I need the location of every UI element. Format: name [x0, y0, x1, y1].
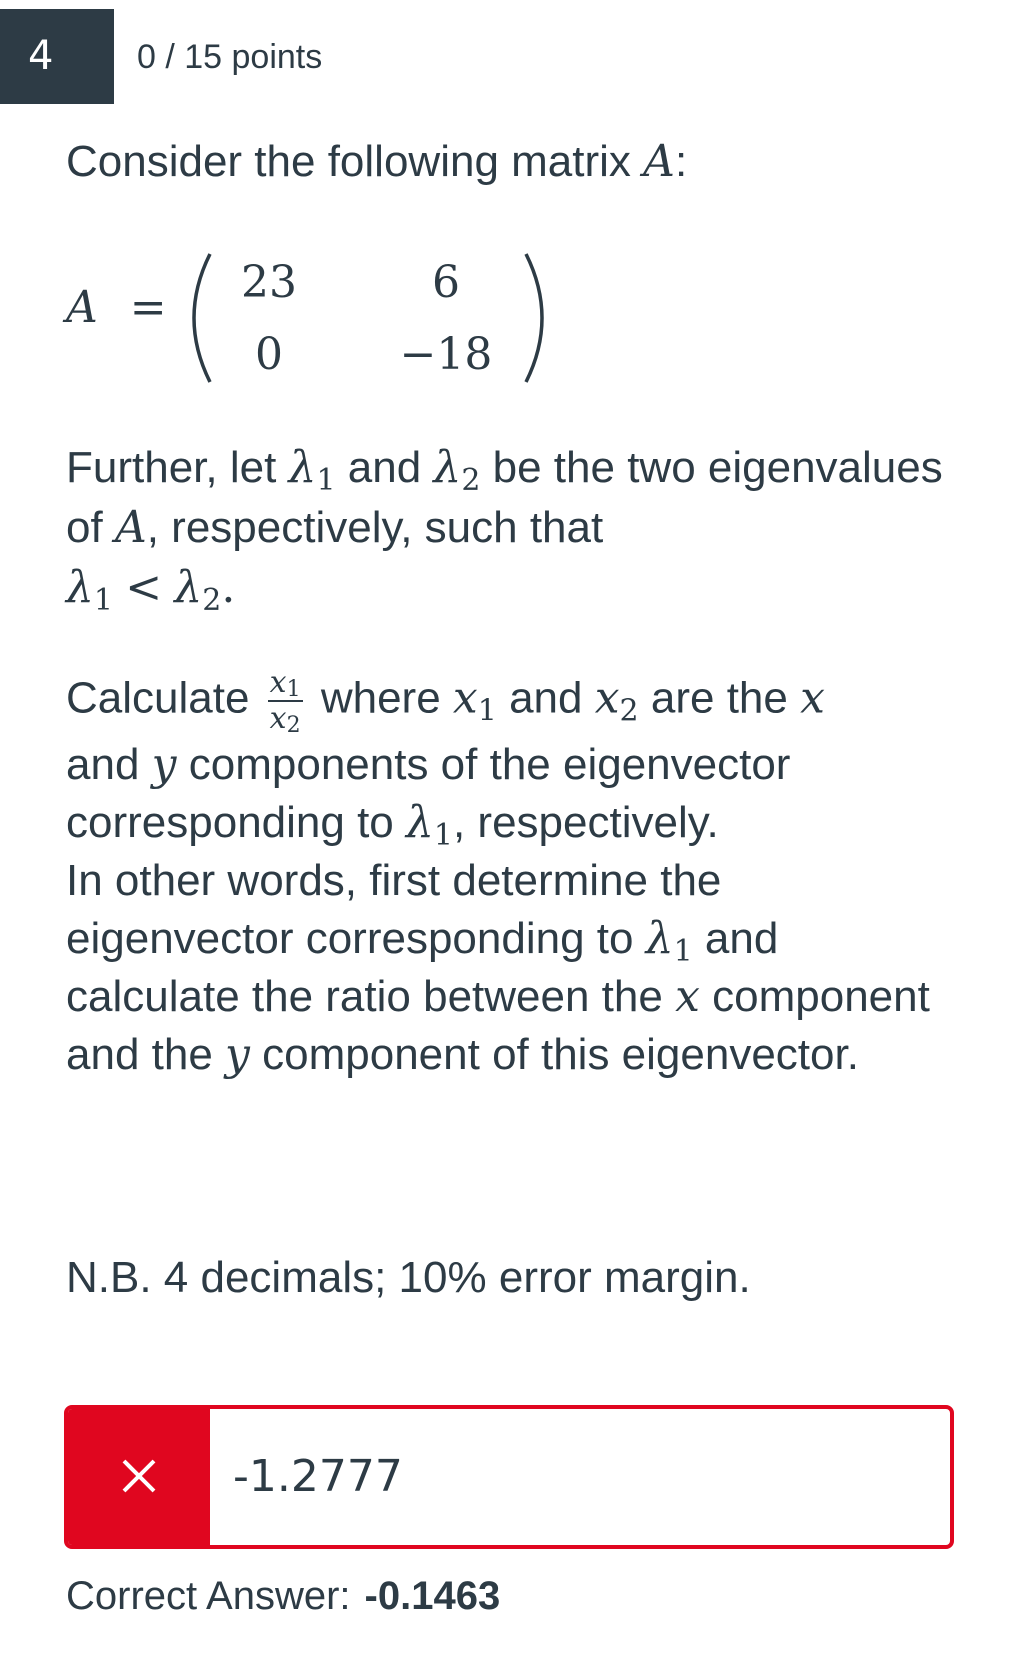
matrix-name: A [643, 136, 675, 187]
question-number-badge [0, 9, 114, 104]
matrix-cell-r2c2: −18 [399, 329, 493, 380]
question-number: 4 [28, 33, 54, 79]
correct-answer-label: Correct Answer: [66, 1574, 351, 1618]
matrix-cell-r1c2: 6 [432, 257, 460, 308]
correct-answer-value: -0.1463 [364, 1574, 501, 1618]
matrix-lhs-name: A [66, 282, 98, 333]
question-intro: Consider the following matrix A: [66, 136, 688, 187]
x-icon [122, 1459, 156, 1493]
question-note: N.B. 4 decimals; 10% error margin. [66, 1253, 751, 1302]
points-label: 0 / 15 points [137, 38, 323, 76]
answer-box [64, 1405, 954, 1549]
ratio-fraction: $\frac{x_1}{x_2}$ [269, 665, 301, 738]
matrix-cell-r2c1: 0 [255, 329, 283, 380]
correct-answer [66, 1566, 500, 1626]
submitted-answer: -1.2777 [233, 1451, 403, 1502]
question-eigenvalues-paragraph: Further, let $\lambda_1$ and $\lambda_2$ be the two eigenvalues of A, respectively, such that $\lambda_1 < \lambda_2$. [66, 442, 943, 618]
incorrect-flag [68, 1409, 210, 1545]
right-paren [526, 254, 542, 382]
question-task-paragraph: Calculate $\frac{x_1}{x_2}$ where $x_1$ and $x_2$ are the x and y components of the eigenvector corresponding to $\lambda_1$, respectively. In other words, first determine the eigenvector corresponding to $\lambda_1$ and calculate the ratio between the x component and the y component of this eigenvector. [66, 665, 930, 1080]
matrix-cell-r1c1: 23 [241, 257, 297, 308]
left-paren [194, 254, 210, 382]
